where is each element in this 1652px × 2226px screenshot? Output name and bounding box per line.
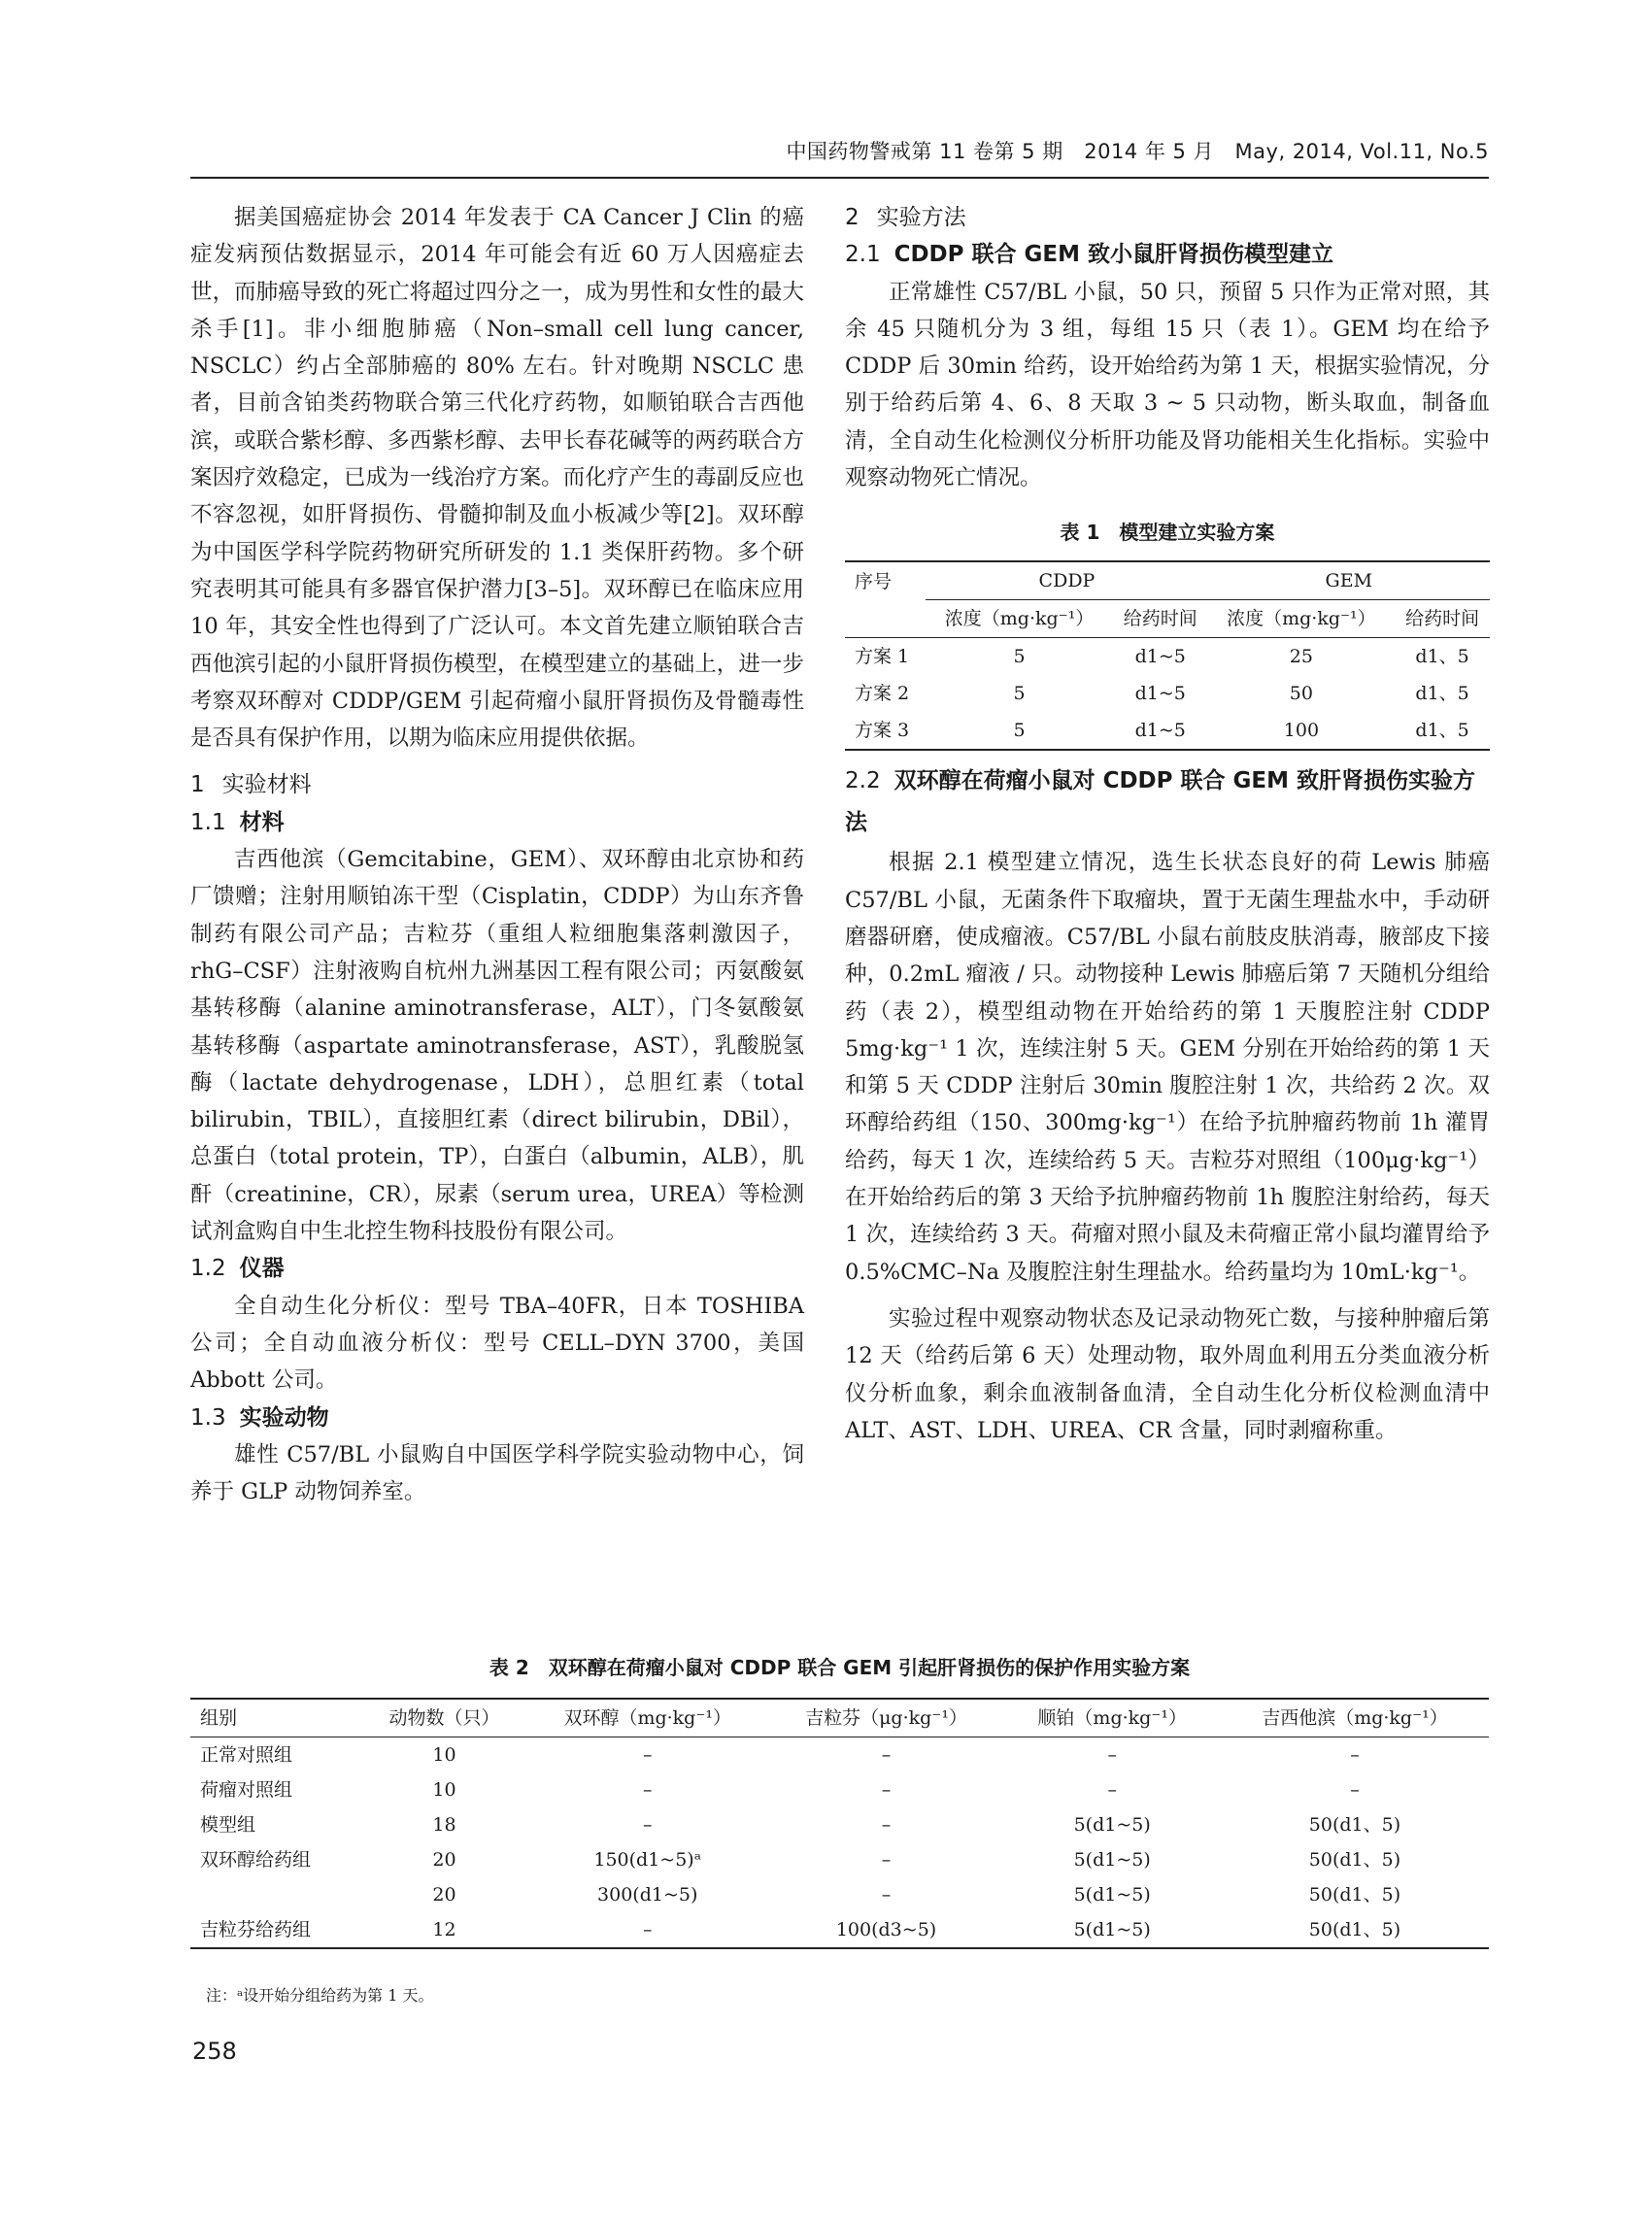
table-2-caption: 表 2 双环醇在荷瘤小鼠对 CDDP 联合 GEM 引起肝肾损伤的保护作用实验方案 xyxy=(489,1656,1191,1679)
table-row xyxy=(190,1807,1489,1842)
table-cell: d1~5 xyxy=(1113,712,1208,750)
table-2-footnote: 注：ᵃ设开始分组给药为第 1 天。 xyxy=(206,1986,434,2005)
table-cell: – xyxy=(642,1814,653,1836)
table-cell: 100(d3~5) xyxy=(769,1912,1004,1948)
table-row xyxy=(190,1737,1489,1773)
table-cell: – xyxy=(1350,1744,1360,1766)
table-2-header: 吉西他滨（mg·kg⁻¹） xyxy=(1221,1699,1489,1737)
table-cell: – xyxy=(526,1912,769,1948)
materials-paragraph: 吉西他滨（Gemcitabine，GEM）、双环醇由北京协和药厂馈赠；注射用顺铂冻干型（Cisplatin，CDDP）为山东齐鲁制药有限公司产品；吉粒芬（重组人粒细胞集落刺激因子，rhG–CSF）注射液购自杭州九洲基因工程有限公司；丙氨酸氨基转移酶（alanine aminotransferase，ALT），门冬氨酸氨基转移酶（aspartate aminotransferase，AST），乳酸脱氢酶（lactate dehydrogenase，LDH），总胆红素（total bilirubin，TBIL），直接胆红素（direct bilirubin，DBil），总蛋白（total protein，TP），白蛋白（albumin，ALB），肌酐（creatinine，CR），尿素（serum urea，UREA）等检测试剂盒购自中生北控生物科技股份有限公司。 xyxy=(190,847,804,1245)
model-paragraph: 正常雄性 C57/BL 小鼠，50 只，预留 5 只作为正常对照，其余 45 只随机分为 3 组，每组 15 只（表 1）。GEM 均在给予 CDDP 后 30min 给药，设开始给药为第 1 天，根据实验情况，分别于给药后第 4、6、8 天取 3 ~ 5 只动物，断头取血，制备血清，全自动生化检测仪分析肝功能及肾功能相关生化指标。实验中观察动物死亡情况。 xyxy=(845,279,1490,491)
table-cell: 50(d1、5) xyxy=(1308,1884,1401,1906)
section-number: 2.1 xyxy=(845,242,881,268)
section-title: 实验动物 xyxy=(239,1404,329,1431)
spacer xyxy=(190,757,804,766)
table-cell: d1、5 xyxy=(1415,683,1469,705)
table-cell: 5(d1~5) xyxy=(1073,1884,1151,1906)
section-2-2-heading xyxy=(845,760,1490,844)
section-number: 2.2 xyxy=(845,768,881,794)
table-cell: 50 xyxy=(1289,683,1313,705)
table-cell: 300(d1~5) xyxy=(597,1884,698,1906)
section-1-3-heading xyxy=(190,1400,804,1436)
table-row xyxy=(845,712,1490,750)
section-1-2-heading xyxy=(190,1250,804,1287)
table-cell: – xyxy=(881,1884,892,1906)
table-cell: – xyxy=(881,1849,892,1871)
spacer xyxy=(845,1291,1490,1300)
table-1 xyxy=(845,560,1490,751)
table-2-header: 动物数（只） xyxy=(362,1699,526,1737)
table-1-subheader: 浓度（mg·kg⁻¹） xyxy=(926,600,1113,638)
table-cell: d1~5 xyxy=(1134,683,1186,705)
section-number: 1.1 xyxy=(190,809,226,835)
animals-paragraph: 雄性 C57/BL 小鼠购自中国医学科学院实验动物中心，饲养于 GLP 动物饲养室。 xyxy=(190,1441,804,1505)
table-cell: 模型组 xyxy=(200,1814,256,1836)
table-cell: 20 xyxy=(432,1849,456,1871)
table-1-subheader: 给药时间 xyxy=(1113,600,1208,638)
table-1-subheader: 给药时间 xyxy=(1395,600,1490,638)
table-cell: 双环醇给药组 xyxy=(200,1849,312,1871)
spacer xyxy=(845,751,1490,760)
page-number: 258 xyxy=(192,2038,237,2065)
table-cell: 正常对照组 xyxy=(200,1744,293,1766)
table-cell: 150(d1~5)ᵃ xyxy=(593,1849,702,1871)
table-cell: d1、5 xyxy=(1415,646,1469,668)
table-cell: 方案 2 xyxy=(855,683,910,705)
section-number: 1.2 xyxy=(190,1256,226,1282)
table-cell: 5(d1~5) xyxy=(1073,1849,1151,1871)
table-cell: 50(d1、5) xyxy=(1308,1849,1401,1871)
table-2-header: 顺铂（mg·kg⁻¹） xyxy=(1003,1699,1220,1737)
section-title: 仪器 xyxy=(239,1256,285,1282)
section-number: 2 xyxy=(845,205,860,230)
table-cell: – xyxy=(1350,1779,1360,1801)
table-2-header: 组别 xyxy=(190,1699,362,1737)
section-1-1-heading xyxy=(190,804,804,841)
table-cell: 25 xyxy=(1289,646,1313,668)
section-title: CDDP 联合 GEM 致小鼠肝肾损伤模型建立 xyxy=(893,242,1333,268)
table-cell: – xyxy=(642,1779,653,1801)
table-cell: – xyxy=(1107,1779,1117,1801)
section-title: 实验方法 xyxy=(876,205,966,230)
table-cell: 吉粒芬给药组 xyxy=(190,1912,362,1948)
table-cell: – xyxy=(881,1814,892,1836)
table-cell: – xyxy=(1107,1744,1117,1766)
table-cell: 5 xyxy=(926,712,1113,750)
table-cell: 荷瘤对照组 xyxy=(200,1779,293,1801)
table-cell: 5 xyxy=(1013,646,1026,668)
table-cell: – xyxy=(881,1779,892,1801)
left-column xyxy=(190,199,804,1510)
table-cell xyxy=(190,1877,362,1912)
table-cell: 20 xyxy=(432,1884,456,1906)
section-1-heading xyxy=(190,766,804,803)
table-cell: – xyxy=(881,1744,892,1766)
table-cell: 50(d1、5) xyxy=(1308,1814,1401,1836)
table-2-header: 双环醇（mg·kg⁻¹） xyxy=(526,1699,769,1737)
right-column xyxy=(845,199,1490,1449)
table-row xyxy=(190,1772,1489,1807)
table-cell: 18 xyxy=(432,1814,456,1836)
table-row xyxy=(190,1912,1489,1948)
table-cell: 12 xyxy=(362,1912,526,1948)
table-cell: 5(d1~5) xyxy=(1073,1814,1151,1836)
table-row xyxy=(190,1877,1489,1912)
instruments-paragraph: 全自动生化分析仪：型号 TBA–40FR，日本 TOSHIBA 公司；全自动血液分析仪：型号 CELL–DYN 3700，美国 Abbott 公司。 xyxy=(190,1293,804,1394)
table-2-block xyxy=(190,1653,1489,1949)
table-cell: 方案 1 xyxy=(855,646,910,668)
table-2 xyxy=(190,1698,1489,1949)
table-cell: d1~5 xyxy=(1134,646,1186,668)
table-cell: 10 xyxy=(432,1744,456,1766)
table-cell: 5(d1~5) xyxy=(1003,1912,1220,1948)
table-cell: 50(d1、5) xyxy=(1221,1912,1489,1948)
table-row xyxy=(845,675,1490,712)
section-title: 实验材料 xyxy=(221,772,312,798)
table-cell: 100 xyxy=(1208,712,1396,750)
table-1-subheader: 浓度（mg·kg⁻¹） xyxy=(1208,600,1396,638)
table-1-header-seq: 序号 xyxy=(845,561,926,600)
observation-paragraph: 实验过程中观察动物状态及记录动物死亡数，与接种肿瘤后第 12 天（给药后第 6 天）处理动物，取外周血利用五分类血液分析仪分析血象，剩余血液制备血清，全自动生化分析仪检测血清中 ALT、AST、LDH、UREA、CR 含量，同时剥瘤称重。 xyxy=(845,1305,1490,1443)
section-title: 双环醇在荷瘤小鼠对 CDDP 联合 GEM 致肝肾损伤实验方法 xyxy=(845,768,1476,836)
section-title: 材料 xyxy=(239,809,285,835)
table-cell: 10 xyxy=(432,1779,456,1801)
table-1-header-gem: GEM xyxy=(1208,561,1490,600)
intro-paragraph: 据美国癌症协会 2014 年发表于 CA Cancer J Clin 的癌症发病预估数据显示，2014 年可能会有近 60 万人因癌症去世，而肺癌导致的死亡将超过四分之一，成为男性和女性的最大杀手[1]。非小细胞肺癌（Non–small cell lung cancer, NSCLC）约占全部肺癌的 80% 左右。针对晚期 NSCLC 患者，目前含铂类药物联合第三代化疗药物，如顺铂联合吉西他滨，或联合紫杉醇、多西紫杉醇、去甲长春花碱等的两药联合方案因疗效稳定，已成为一线治疗方案。而化疗产生的毒副反应也不容忽视，如肝肾损伤、骨髓抑制及血小板减少等[2]。双环醇为中国医学科学院药物研究所研发的 1.1 类保肝药物。多个研究表明其可能具有多器官保护潜力[3–5]。双环醇已在临床应用 10 年，其安全性也得到了广泛认可。本文首先建立顺铂联合吉西他滨引起的小鼠肝肾损伤模型，在模型建立的基础上，进一步考察双环醇对 CDDP/GEM 引起荷瘤小鼠肝肾损伤及骨髓毒性是否具有保护作用，以期为临床应用提供依据。 xyxy=(190,205,804,752)
table-1-caption: 表 1 模型建立实验方案 xyxy=(1060,521,1275,545)
table-cell: d1、5 xyxy=(1395,712,1490,750)
section-2-heading xyxy=(845,199,1490,236)
section-number: 1.3 xyxy=(190,1404,226,1431)
table-row xyxy=(845,638,1490,676)
table-cell: 方案 3 xyxy=(845,712,926,750)
table-cell: 5 xyxy=(1013,683,1026,705)
table-1-subheader-blank xyxy=(845,600,926,638)
section-number: 1 xyxy=(190,772,205,798)
section-2-1-heading xyxy=(845,236,1490,273)
method-paragraph: 根据 2.1 模型建立情况，选生长状态良好的荷 Lewis 肺癌 C57/BL 小鼠，无菌条件下取瘤块，置于无菌生理盐水中，手动研磨器研磨，使成瘤液。C57/BL 小鼠右前肢皮肤消毒，腋部皮下接种，0.2mL 瘤液 / 只。动物接种 Lewis 肺癌后第 7 天随机分组给药（表 2），模型组动物在开始给药的第 1 天腹腔注射 CDDP 5mg·kg⁻¹ 1 次，连续注射 5 天。GEM 分别在开始给药的第 1 天和第 5 天 CDDP 注射后 30min 腹腔注射 1 次，共给药 2 次。双环醇给药组（150、300mg·kg⁻¹）在给予抗肿瘤药物前 1h 灌胃给药，每天 1 次，连续给药 5 天。吉粒芬对照组（100μg·kg⁻¹）在开始给药后的第 3 天给予抗肿瘤药物前 1h 腹腔注射给药，每天 1 次，连续给药 3 天。荷瘤对照小鼠及未荷瘤正常小鼠均灌胃给予 0.5%CMC–Na 及腹腔注射生理盐水。给药量均为 10mL·kg⁻¹。 xyxy=(845,850,1490,1285)
table-row xyxy=(190,1842,1489,1877)
table-2-header-row xyxy=(190,1699,1489,1737)
header-rule xyxy=(190,177,1489,179)
table-1-header-cddp: CDDP xyxy=(926,561,1207,600)
running-head: 中国药物警戒第 11 卷第 5 期 2014 年 5 月 May, 2014, Vol.11, No.5 xyxy=(786,140,1489,163)
table-cell: – xyxy=(642,1744,653,1766)
table-2-header: 吉粒芬（μg·kg⁻¹） xyxy=(769,1699,1004,1737)
